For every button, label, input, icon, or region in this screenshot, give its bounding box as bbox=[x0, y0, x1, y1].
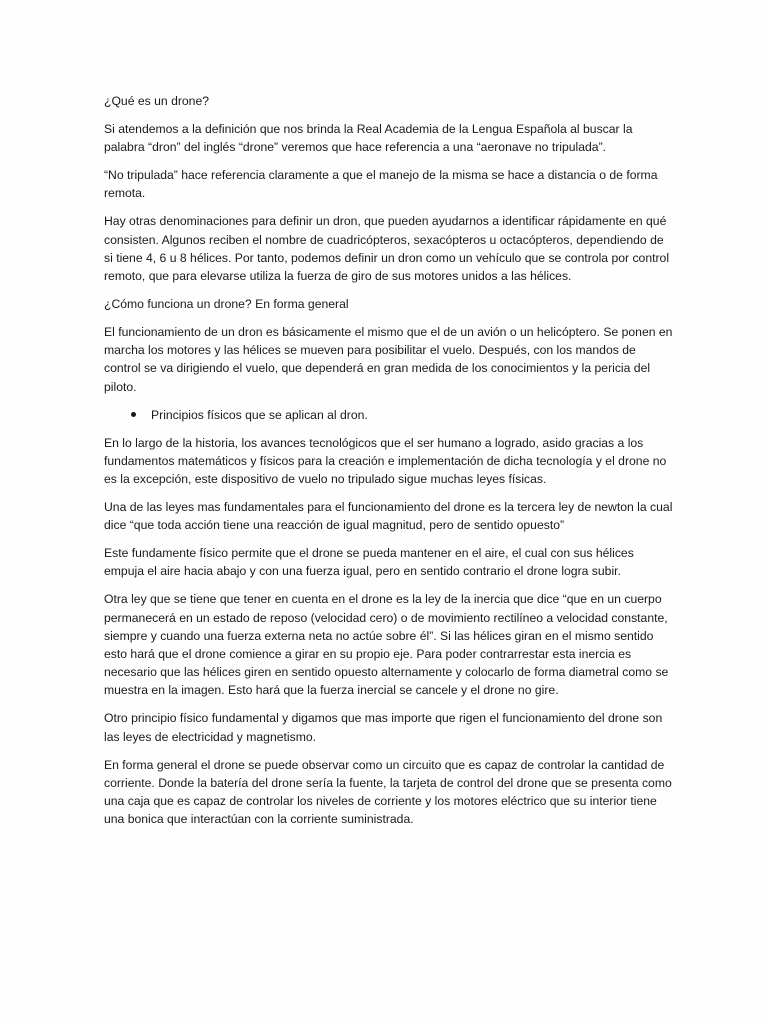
paragraph-inercia: Otra ley que se tiene que tener en cuenta en el drone es la ley de la inercia que dice “que en un cuerpo permanecerá en un estado de reposo (velocidad cero) o de movimiento rectilíneo a velocidad constante, siempre y cuando una fuerza externa neta no actúe sobre él”. Si las hélices giran en el mismo sentido esto hará que el drone comience a girar en su propio eje. Para poder contrarrestar esta inercia es necesario que las hélices giren en sentido opuesto alternamente y colocarlo de forma diametral como se muestra en la imagen. Esto hará que la fuerza inercial se cancele y el drone no gire. bbox=[104, 592, 669, 698]
paragraph-denominaciones: Hay otras denominaciones para definir un dron, que pueden ayudarnos a identificar rápidamente en qué consisten. Algunos reciben el nombre de cuadricópteros, sexacópteros u octacópteros, dependiendo de si tiene 4, 6 u 8 hélices. Por tanto, podemos definir un dron como un vehículo que se controla por control remoto, que para elevarse utiliza la fuerza de giro de sus motores unidos a las hélices. bbox=[104, 214, 670, 284]
heading-que-es-drone: ¿Qué es un drone? bbox=[104, 94, 210, 108]
paragraph-historia: En lo largo de la historia, los avances tecnológicos que el ser humano a logrado, asido gracias a los fundamentos matemáticos y físicos para la creación e implementación de dicha tecnología y el drone no es la excepción, este dispositivo de vuelo no tripulado sigue muchas leyes físicas. bbox=[104, 435, 667, 487]
document-body bbox=[104, 92, 674, 838]
bullet-text: Principios físicos que se aplican al dron. bbox=[151, 407, 368, 422]
paragraph-definicion: Si atendemos a la definición que nos brinda la Real Academia de la Lengua Española al buscar la palabra “dron” del inglés “drone” veremos que hace referencia a una “aeronave no tripulada”. bbox=[104, 122, 633, 155]
paragraph-circuito: En forma general el drone se puede observar como un circuito que es capaz de controlar la cantidad de corriente. Donde la batería del drone sería la fuente, la tarjeta de control del drone que se presenta como una caja que es capaz de controlar los niveles de corriente y los motores eléctrico que su interior tiene una bonica que interactúan con la corriente suministrada. bbox=[104, 757, 672, 827]
paragraph-electricidad: Otro principio físico fundamental y digamos que mas importe que rigen el funcionamiento del drone son las leyes de electricidad y magnetismo. bbox=[104, 711, 663, 744]
heading-como-funciona: ¿Cómo funciona un drone? En forma general bbox=[104, 297, 349, 312]
bullet-icon bbox=[131, 412, 136, 417]
paragraph-no-tripulada: “No tripulada” hace referencia claramente a que el manejo de la misma se hace a distancia o de forma remota. bbox=[104, 168, 658, 201]
paragraph-fundamento: Este fundamente físico permite que el drone se pueda mantener en el aire, el cual con sus hélices empuja el aire hacia abajo y con una fuerza igual, pero en sentido contrario el drone logra subir. bbox=[104, 546, 634, 579]
paragraph-funcionamiento: El funcionamiento de un dron es básicamente el mismo que el de un avión o un helicóptero. Se ponen en marcha los motores y las hélices se mueven para posibilitar el vuelo. Después, con los mandos de control se va dirigiendo el vuelo, que dependerá en gran medida de los conocimientos y la pericia del piloto. bbox=[104, 325, 673, 394]
bullet-list-item bbox=[104, 406, 674, 424]
paragraph-tercera-ley: Una de las leyes mas fundamentales para el funcionamiento del drone es la tercera ley de newton la cual dice “que toda acción tiene una reacción de igual magnitud, pero de sentido opuesto” bbox=[104, 500, 673, 533]
